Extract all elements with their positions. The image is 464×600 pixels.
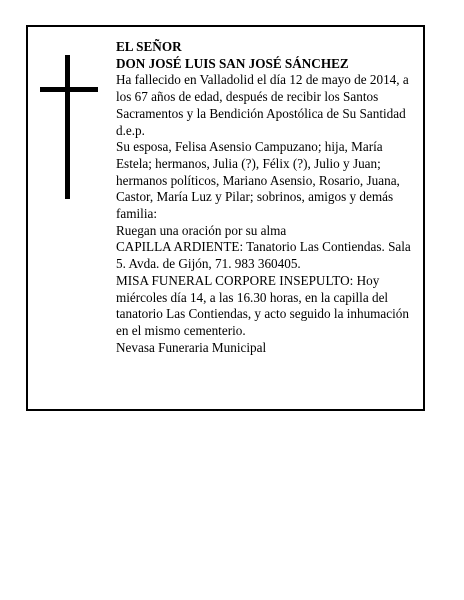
cross-horizontal-bar [40, 87, 98, 92]
cross-vertical-bar [65, 55, 70, 199]
wake-location-paragraph: CAPILLA ARDIENTE: Tanatorio Las Contiendas. Sala 5. Avda. de Gijón, 71. 983 360405. [116, 239, 411, 272]
obituary-notice-frame [26, 25, 425, 411]
notice-heading: EL SEÑOR [116, 39, 182, 54]
obituary-text [116, 39, 418, 356]
death-announcement-paragraph: Ha fallecido en Valladolid el día 12 de mayo de 2014, a los 67 años de edad, después de recibir los Santos Sacramentos y la Bendición Apostólica de Su Santidad d.e.p. [116, 72, 409, 138]
funeral-mass-paragraph: MISA FUNERAL CORPORE INSEPULTO: Hoy miércoles día 14, a las 16.30 horas, en la capilla del tanatorio Las Contiendas, y acto seguido la inhumación en el mismo cementerio. [116, 272, 409, 338]
deceased-name: DON JOSÉ LUIS SAN JOSÉ SÁNCHEZ [116, 55, 349, 71]
family-paragraph: Su esposa, Felisa Asensio Campuzano; hija, María Estela; hermanos, Julia (?), Félix (?), Julio y Juan; hermanos políticos, Mariano Asensio, Rosario, Juana, Castor, María Luz y Pilar; sobrinos, amigos y demás familia: [116, 139, 400, 222]
funeral-home-paragraph: Nevasa Funeraria Municipal [116, 339, 267, 355]
latin-cross-icon [40, 55, 98, 199]
prayer-request-paragraph: Ruegan una oración por su alma [116, 222, 287, 238]
